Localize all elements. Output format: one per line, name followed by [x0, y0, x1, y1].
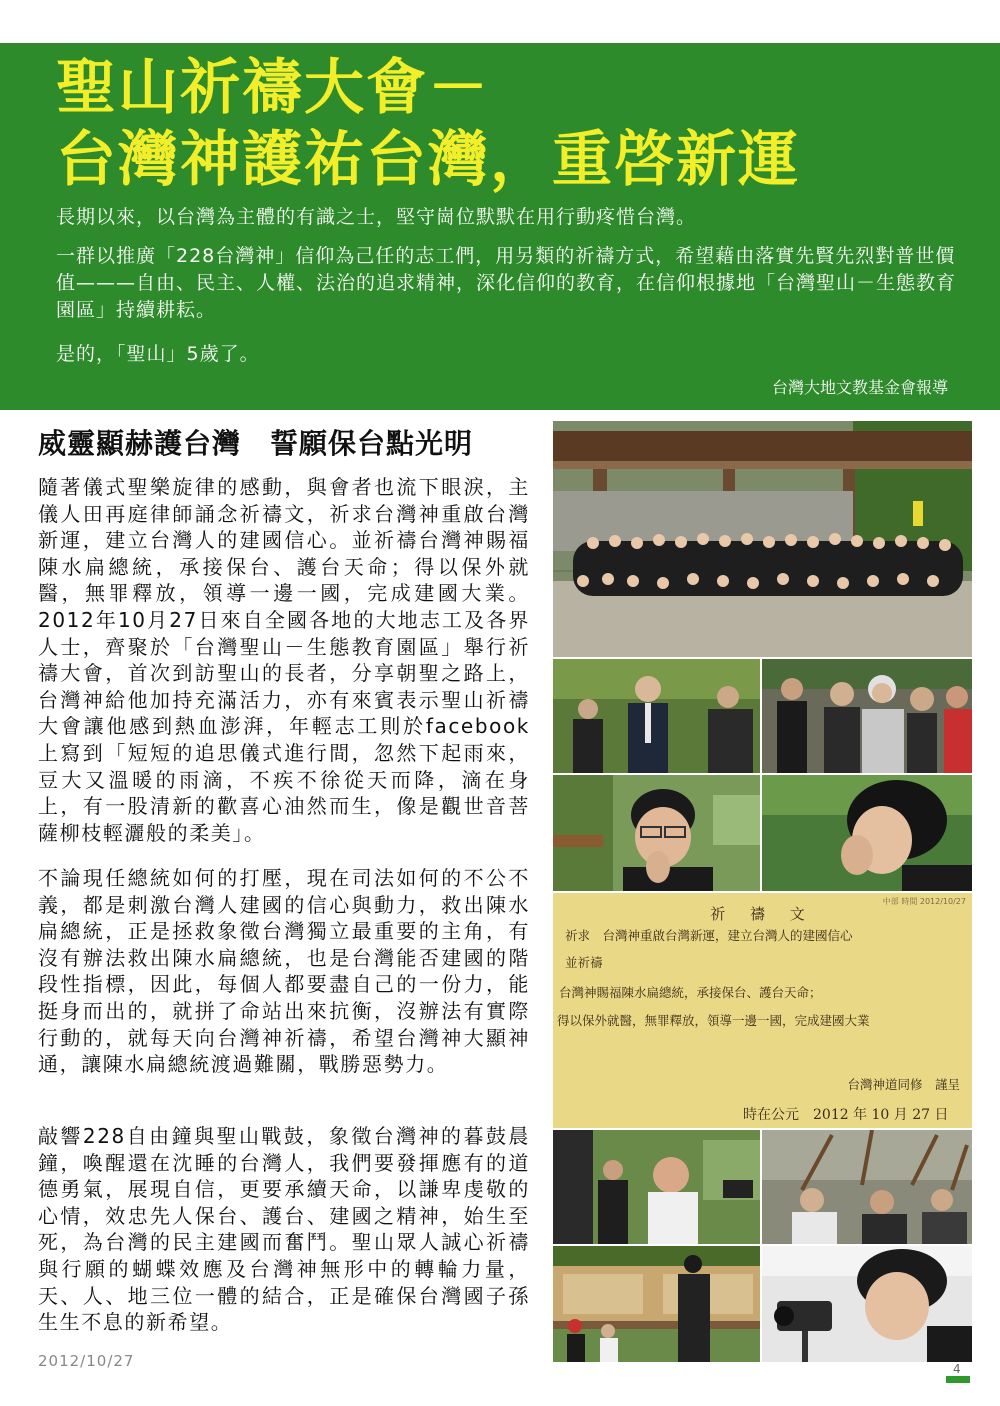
photo-crowd	[762, 659, 972, 773]
scroll-line-3: 台灣神賜福陳水扁總統，承接保台、護台天命；	[559, 985, 822, 1000]
scroll-signature: 台灣神道同修 謹呈	[847, 1077, 960, 1092]
page-marker	[946, 1376, 970, 1383]
photo-elder-in-suit	[553, 659, 760, 773]
photo-drum-ceremony	[762, 1130, 972, 1244]
banner-title-line1: 聖山祈禱大會－	[56, 53, 490, 123]
photo-elder-ringing-bell	[553, 1130, 760, 1244]
scroll-line-4: 得以保外就醫，無罪釋放，領導一邊一國，完成建國大業	[557, 1013, 870, 1028]
photo-woman-praying	[762, 775, 972, 891]
photo-young-cameraman	[762, 1246, 972, 1362]
footer-date: 2012/10/27	[38, 1352, 135, 1370]
photo-young-man-praying	[553, 775, 760, 891]
article-paragraph-2: 不論現任總統如何的打壓，現在司法如何的不公不義，都是刺激台灣人建國的信心與動力，救出陳水扁總統，正是拯救象徵台灣獨立最重要的主角，有沒有辦法救出陳水扁總統，也是台灣能否建國的階段性指標，因此，每個人都要盡自己的一份力，能挺身而出的，就拼了命站出來抗衡，沒辦法有實際行動的，就每天向台灣神祈禱，希望台灣神大顯神通，讓陳水扁總統渡過難關，戰勝惡勢力。	[38, 866, 530, 1077]
photo-children-at-board	[553, 1246, 760, 1362]
scroll-line-1: 祈求 台灣神重啟台灣新運，建立台灣人的建國信心	[565, 928, 853, 943]
banner-intro-paragraph3: 是的，「聖山」5歲了。	[56, 343, 260, 365]
group-photo	[553, 421, 972, 657]
scroll-title: 祈 禱 文	[710, 905, 815, 923]
banner-intro-paragraph2: 一群以推廣「228台灣神」信仰為己任的志工們，用另類的祈禱方式，希望藉由落實先賢先烈對普世價值———自由、民主、人權、法治的追求精神，深化信仰的教育，在信仰根據地「台灣聖山－生態教育園區」持續耕耘。	[56, 245, 957, 321]
article-paragraph-3: 敲響228自由鐘與聖山戰鼓，象徵台灣神的暮鼓晨鐘，喚醒還在沈睡的台灣人，我們要發揮應有的道德勇氣，展現自信，更要承續天命，以謙卑虔敬的心情，效忠先人保台、護台、建國之精神，始生至死，為台灣的民主建國而奮鬥。聖山眾人誠心祈禱與行願的蝴蝶效應及台灣神無形中的轉輪力量，天、人、地三位一體的結合，正是確保台灣國子孫生生不息的新希望。	[38, 1124, 530, 1335]
header-banner	[0, 43, 1000, 410]
banner-credit: 台灣大地文教基金會報導	[771, 378, 948, 397]
article-heading: 威靈顯赫護台灣 誓願保台點光明	[38, 427, 474, 460]
banner-intro-paragraph1: 長期以來，以台灣為主體的有識之士，堅守崗位默默在用行動疼惜台灣。	[56, 206, 697, 228]
article-paragraph-1: 隨著儀式聖樂旋律的感動，與會者也流下眼淚，主儀人田再庭律師誦念祈禱文，祈求台灣神重啟台灣新運，建立台灣人的建國信心。並祈禱台灣神賜福陳水扁總統，承接保台、護台天命；得以保外就醫，無罪釋放，領導一邊一國，完成建國大業。2012年10月27日來自全國各地的大地志工及各界人士，齊聚於「台灣聖山－生態教育園區」舉行祈禱大會，首次到訪聖山的長者，分享朝聖之路上，台灣神給他加持充滿活力，亦有來賓表示聖山祈禱大會讓他感到熱血澎湃，年輕志工則於facebook上寫到「短短的追思儀式進行間，忽然下起雨來，豆大又溫暖的雨滴，不疾不徐從天而降，滴在身上，有一股清新的歡喜心油然而生，像是觀世音菩薩柳枝輕灑般的柔美」。	[38, 475, 530, 845]
scroll-corner-note: 中部 時間 2012/10/27	[882, 897, 966, 906]
scroll-date: 時在公元 2012 年 10 月 27 日	[743, 1107, 949, 1123]
prayer-scroll-photo	[553, 893, 972, 1128]
banner-title-line2: 台灣神護祐台灣，重啓新運	[56, 125, 800, 195]
scroll-line-2: 並祈禱	[565, 955, 603, 970]
page-number: 4	[953, 1362, 961, 1376]
